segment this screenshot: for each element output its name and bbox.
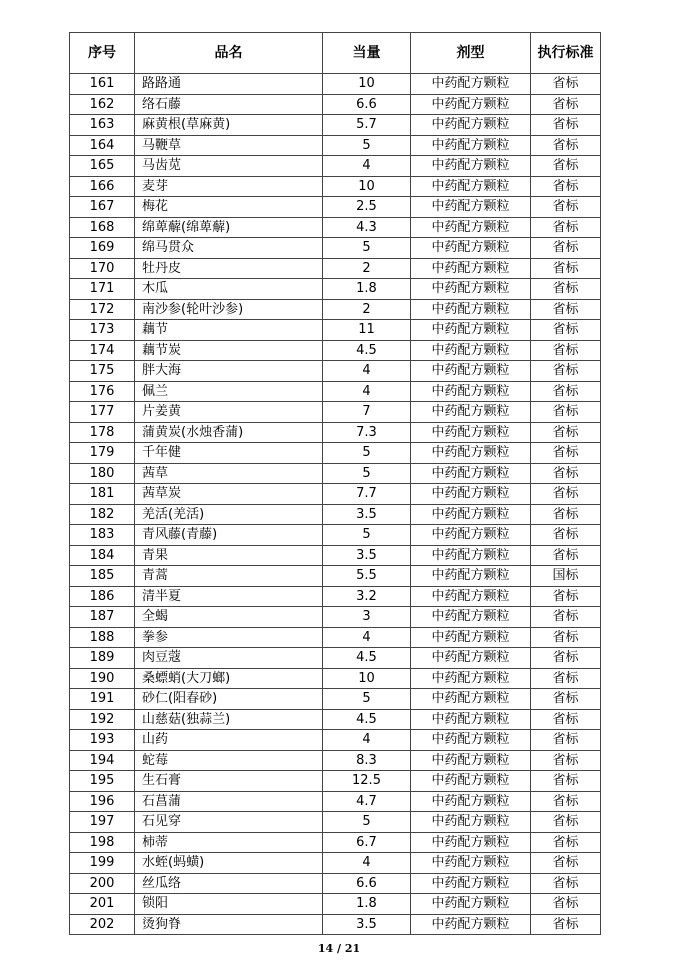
- cell-name: 路路通: [135, 74, 323, 95]
- cell-index: 191: [70, 689, 135, 710]
- table-row: [70, 156, 601, 177]
- cell-index: 164: [70, 135, 135, 156]
- table-row: [70, 135, 601, 156]
- table-body: [70, 74, 601, 935]
- table-row: [70, 873, 601, 894]
- cell-name: 麻黄根(草麻黄): [135, 115, 323, 136]
- cell-name: 绵萆薢(绵萆薢): [135, 217, 323, 238]
- cell-standard: 省标: [531, 74, 601, 95]
- cell-dosage-form: 中药配方颗粒: [411, 258, 531, 279]
- cell-equivalent: 1.8: [323, 279, 411, 300]
- cell-name: 蛇莓: [135, 750, 323, 771]
- header-name: 品名: [135, 33, 323, 74]
- cell-index: 172: [70, 299, 135, 320]
- cell-equivalent: 2: [323, 258, 411, 279]
- cell-name: 千年健: [135, 443, 323, 464]
- cell-name: 佩兰: [135, 381, 323, 402]
- cell-index: 193: [70, 730, 135, 751]
- cell-equivalent: 2: [323, 299, 411, 320]
- cell-name: 片姜黄: [135, 402, 323, 423]
- cell-index: 196: [70, 791, 135, 812]
- table-row: [70, 730, 601, 751]
- cell-standard: 省标: [531, 750, 601, 771]
- cell-name: 烫狗脊: [135, 914, 323, 935]
- cell-dosage-form: 中药配方颗粒: [411, 279, 531, 300]
- table-row: [70, 340, 601, 361]
- cell-index: 178: [70, 422, 135, 443]
- cell-equivalent: 5.5: [323, 566, 411, 587]
- cell-index: 200: [70, 873, 135, 894]
- cell-index: 171: [70, 279, 135, 300]
- cell-equivalent: 4.7: [323, 791, 411, 812]
- cell-index: 185: [70, 566, 135, 587]
- cell-standard: 省标: [531, 504, 601, 525]
- cell-standard: 省标: [531, 402, 601, 423]
- cell-name: 山慈菇(独蒜兰): [135, 709, 323, 730]
- cell-name: 茜草炭: [135, 484, 323, 505]
- cell-dosage-form: 中药配方颗粒: [411, 873, 531, 894]
- cell-name: 木瓜: [135, 279, 323, 300]
- cell-index: 161: [70, 74, 135, 95]
- cell-equivalent: 6.6: [323, 873, 411, 894]
- cell-equivalent: 5: [323, 812, 411, 833]
- cell-standard: 省标: [531, 648, 601, 669]
- cell-standard: 省标: [531, 320, 601, 341]
- table-row: [70, 750, 601, 771]
- cell-index: 192: [70, 709, 135, 730]
- table-row: [70, 443, 601, 464]
- cell-dosage-form: 中药配方颗粒: [411, 771, 531, 792]
- table-row: [70, 689, 601, 710]
- cell-standard: 省标: [531, 443, 601, 464]
- table-row: [70, 607, 601, 628]
- table-row: [70, 74, 601, 95]
- cell-name: 丝瓜络: [135, 873, 323, 894]
- cell-name: 南沙参(轮叶沙参): [135, 299, 323, 320]
- cell-index: 189: [70, 648, 135, 669]
- cell-name: 麦芽: [135, 176, 323, 197]
- cell-name: 马鞭草: [135, 135, 323, 156]
- cell-name: 清半夏: [135, 586, 323, 607]
- cell-dosage-form: 中药配方颗粒: [411, 443, 531, 464]
- cell-dosage-form: 中药配方颗粒: [411, 668, 531, 689]
- cell-dosage-form: 中药配方颗粒: [411, 381, 531, 402]
- table-row: [70, 791, 601, 812]
- cell-standard: 省标: [531, 176, 601, 197]
- cell-index: 180: [70, 463, 135, 484]
- header-index: 序号: [70, 33, 135, 74]
- cell-equivalent: 5: [323, 443, 411, 464]
- cell-name: 锁阳: [135, 894, 323, 915]
- cell-name: 牡丹皮: [135, 258, 323, 279]
- cell-dosage-form: 中药配方颗粒: [411, 484, 531, 505]
- cell-standard: 省标: [531, 914, 601, 935]
- cell-index: 181: [70, 484, 135, 505]
- cell-equivalent: 7.7: [323, 484, 411, 505]
- cell-standard: 省标: [531, 607, 601, 628]
- cell-equivalent: 5.7: [323, 115, 411, 136]
- cell-name: 梅花: [135, 197, 323, 218]
- cell-index: 168: [70, 217, 135, 238]
- cell-equivalent: 5: [323, 463, 411, 484]
- cell-standard: 省标: [531, 812, 601, 833]
- cell-dosage-form: 中药配方颗粒: [411, 115, 531, 136]
- cell-equivalent: 4.5: [323, 709, 411, 730]
- cell-name: 蒲黄炭(水烛香蒲): [135, 422, 323, 443]
- cell-name: 青果: [135, 545, 323, 566]
- cell-equivalent: 10: [323, 176, 411, 197]
- table-row: [70, 484, 601, 505]
- cell-dosage-form: 中药配方颗粒: [411, 545, 531, 566]
- cell-standard: 省标: [531, 689, 601, 710]
- cell-standard: 省标: [531, 545, 601, 566]
- table-row: [70, 217, 601, 238]
- cell-name: 茜草: [135, 463, 323, 484]
- cell-dosage-form: 中药配方颗粒: [411, 176, 531, 197]
- cell-standard: 省标: [531, 525, 601, 546]
- cell-equivalent: 4: [323, 853, 411, 874]
- cell-standard: 省标: [531, 94, 601, 115]
- cell-index: 197: [70, 812, 135, 833]
- cell-index: 182: [70, 504, 135, 525]
- cell-index: 173: [70, 320, 135, 341]
- cell-dosage-form: 中药配方颗粒: [411, 238, 531, 259]
- cell-dosage-form: 中药配方颗粒: [411, 627, 531, 648]
- table-row: [70, 422, 601, 443]
- table-row: [70, 627, 601, 648]
- cell-dosage-form: 中药配方颗粒: [411, 750, 531, 771]
- cell-name: 拳参: [135, 627, 323, 648]
- cell-equivalent: 4: [323, 361, 411, 382]
- cell-index: 167: [70, 197, 135, 218]
- cell-index: 184: [70, 545, 135, 566]
- cell-standard: 省标: [531, 853, 601, 874]
- cell-equivalent: 7: [323, 402, 411, 423]
- table-row: [70, 504, 601, 525]
- cell-equivalent: 6.7: [323, 832, 411, 853]
- cell-standard: 省标: [531, 361, 601, 382]
- cell-equivalent: 3.5: [323, 504, 411, 525]
- cell-dosage-form: 中药配方颗粒: [411, 586, 531, 607]
- cell-name: 石菖蒲: [135, 791, 323, 812]
- table-row: [70, 894, 601, 915]
- cell-name: 山药: [135, 730, 323, 751]
- cell-equivalent: 5: [323, 525, 411, 546]
- table-row: [70, 463, 601, 484]
- cell-index: 198: [70, 832, 135, 853]
- cell-equivalent: 8.3: [323, 750, 411, 771]
- header-dosage-form: 剂型: [411, 33, 531, 74]
- cell-index: 165: [70, 156, 135, 177]
- table-header-row: [70, 33, 601, 74]
- cell-equivalent: 4.3: [323, 217, 411, 238]
- cell-dosage-form: 中药配方颗粒: [411, 217, 531, 238]
- cell-index: 175: [70, 361, 135, 382]
- cell-name: 藕节: [135, 320, 323, 341]
- cell-equivalent: 6.6: [323, 94, 411, 115]
- cell-name: 络石藤: [135, 94, 323, 115]
- cell-equivalent: 10: [323, 74, 411, 95]
- table-row: [70, 832, 601, 853]
- cell-index: 195: [70, 771, 135, 792]
- cell-standard: 国标: [531, 566, 601, 587]
- table-row: [70, 586, 601, 607]
- cell-dosage-form: 中药配方颗粒: [411, 340, 531, 361]
- cell-dosage-form: 中药配方颗粒: [411, 812, 531, 833]
- cell-dosage-form: 中药配方颗粒: [411, 156, 531, 177]
- cell-standard: 省标: [531, 730, 601, 751]
- cell-standard: 省标: [531, 873, 601, 894]
- cell-standard: 省标: [531, 258, 601, 279]
- cell-equivalent: 5: [323, 135, 411, 156]
- cell-equivalent: 4: [323, 627, 411, 648]
- cell-equivalent: 4.5: [323, 648, 411, 669]
- cell-standard: 省标: [531, 484, 601, 505]
- cell-standard: 省标: [531, 238, 601, 259]
- cell-name: 绵马贯众: [135, 238, 323, 259]
- cell-standard: 省标: [531, 115, 601, 136]
- cell-index: 194: [70, 750, 135, 771]
- cell-name: 生石膏: [135, 771, 323, 792]
- cell-index: 166: [70, 176, 135, 197]
- cell-standard: 省标: [531, 463, 601, 484]
- cell-standard: 省标: [531, 791, 601, 812]
- cell-standard: 省标: [531, 381, 601, 402]
- table-row: [70, 402, 601, 423]
- header-equivalent: 当量: [323, 33, 411, 74]
- cell-index: 176: [70, 381, 135, 402]
- table-row: [70, 771, 601, 792]
- cell-standard: 省标: [531, 197, 601, 218]
- cell-dosage-form: 中药配方颗粒: [411, 791, 531, 812]
- table-row: [70, 279, 601, 300]
- table-row: [70, 914, 601, 935]
- cell-standard: 省标: [531, 627, 601, 648]
- cell-index: 177: [70, 402, 135, 423]
- cell-index: 169: [70, 238, 135, 259]
- cell-index: 190: [70, 668, 135, 689]
- table-row: [70, 238, 601, 259]
- cell-index: 202: [70, 914, 135, 935]
- cell-index: 187: [70, 607, 135, 628]
- cell-standard: 省标: [531, 422, 601, 443]
- cell-dosage-form: 中药配方颗粒: [411, 730, 531, 751]
- table-row: [70, 853, 601, 874]
- cell-standard: 省标: [531, 340, 601, 361]
- cell-equivalent: 3.5: [323, 914, 411, 935]
- table-row: [70, 320, 601, 341]
- cell-name: 桑螵蛸(大刀螂): [135, 668, 323, 689]
- cell-index: 199: [70, 853, 135, 874]
- cell-index: 201: [70, 894, 135, 915]
- table-row: [70, 525, 601, 546]
- cell-index: 163: [70, 115, 135, 136]
- table-row: [70, 545, 601, 566]
- cell-equivalent: 4.5: [323, 340, 411, 361]
- table-row: [70, 115, 601, 136]
- cell-dosage-form: 中药配方颗粒: [411, 914, 531, 935]
- cell-equivalent: 3: [323, 607, 411, 628]
- cell-name: 砂仁(阳春砂): [135, 689, 323, 710]
- page-number: 14 / 21: [317, 942, 361, 955]
- cell-dosage-form: 中药配方颗粒: [411, 832, 531, 853]
- cell-equivalent: 4: [323, 156, 411, 177]
- cell-name: 青风藤(青藤): [135, 525, 323, 546]
- table-row: [70, 361, 601, 382]
- cell-equivalent: 1.8: [323, 894, 411, 915]
- cell-standard: 省标: [531, 894, 601, 915]
- cell-index: 183: [70, 525, 135, 546]
- cell-index: 186: [70, 586, 135, 607]
- cell-name: 石见穿: [135, 812, 323, 833]
- cell-name: 全蝎: [135, 607, 323, 628]
- table-row: [70, 566, 601, 587]
- cell-dosage-form: 中药配方颗粒: [411, 709, 531, 730]
- cell-dosage-form: 中药配方颗粒: [411, 135, 531, 156]
- cell-equivalent: 5: [323, 238, 411, 259]
- cell-equivalent: 12.5: [323, 771, 411, 792]
- cell-standard: 省标: [531, 299, 601, 320]
- cell-equivalent: 3.5: [323, 545, 411, 566]
- cell-equivalent: 5: [323, 689, 411, 710]
- cell-standard: 省标: [531, 156, 601, 177]
- cell-equivalent: 2.5: [323, 197, 411, 218]
- cell-dosage-form: 中药配方颗粒: [411, 94, 531, 115]
- cell-standard: 省标: [531, 279, 601, 300]
- cell-name: 马齿苋: [135, 156, 323, 177]
- table-row: [70, 299, 601, 320]
- cell-dosage-form: 中药配方颗粒: [411, 566, 531, 587]
- cell-name: 藕节炭: [135, 340, 323, 361]
- cell-dosage-form: 中药配方颗粒: [411, 525, 531, 546]
- cell-standard: 省标: [531, 709, 601, 730]
- table-row: [70, 812, 601, 833]
- cell-dosage-form: 中药配方颗粒: [411, 74, 531, 95]
- cell-equivalent: 4: [323, 381, 411, 402]
- cell-dosage-form: 中药配方颗粒: [411, 197, 531, 218]
- cell-name: 肉豆蔻: [135, 648, 323, 669]
- cell-dosage-form: 中药配方颗粒: [411, 648, 531, 669]
- cell-index: 170: [70, 258, 135, 279]
- cell-standard: 省标: [531, 586, 601, 607]
- table-row: [70, 94, 601, 115]
- cell-dosage-form: 中药配方颗粒: [411, 361, 531, 382]
- cell-name: 青蒿: [135, 566, 323, 587]
- cell-dosage-form: 中药配方颗粒: [411, 402, 531, 423]
- table-row: [70, 381, 601, 402]
- cell-standard: 省标: [531, 668, 601, 689]
- cell-equivalent: 7.3: [323, 422, 411, 443]
- cell-name: 羌活(羌活): [135, 504, 323, 525]
- cell-equivalent: 3.2: [323, 586, 411, 607]
- table-row: [70, 258, 601, 279]
- cell-name: 胖大海: [135, 361, 323, 382]
- cell-equivalent: 11: [323, 320, 411, 341]
- cell-standard: 省标: [531, 217, 601, 238]
- cell-equivalent: 10: [323, 668, 411, 689]
- cell-standard: 省标: [531, 832, 601, 853]
- table-row: [70, 709, 601, 730]
- cell-dosage-form: 中药配方颗粒: [411, 689, 531, 710]
- cell-index: 188: [70, 627, 135, 648]
- cell-dosage-form: 中药配方颗粒: [411, 853, 531, 874]
- table-row: [70, 176, 601, 197]
- cell-standard: 省标: [531, 771, 601, 792]
- cell-dosage-form: 中药配方颗粒: [411, 299, 531, 320]
- medicine-table: [69, 32, 601, 935]
- table-row: [70, 197, 601, 218]
- header-standard: 执行标准: [531, 33, 601, 74]
- cell-equivalent: 4: [323, 730, 411, 751]
- cell-dosage-form: 中药配方颗粒: [411, 607, 531, 628]
- cell-name: 柿蒂: [135, 832, 323, 853]
- cell-dosage-form: 中药配方颗粒: [411, 894, 531, 915]
- cell-dosage-form: 中药配方颗粒: [411, 504, 531, 525]
- cell-name: 水蛭(蚂蟥): [135, 853, 323, 874]
- table-row: [70, 668, 601, 689]
- cell-index: 174: [70, 340, 135, 361]
- cell-dosage-form: 中药配方颗粒: [411, 463, 531, 484]
- cell-dosage-form: 中药配方颗粒: [411, 422, 531, 443]
- cell-index: 162: [70, 94, 135, 115]
- cell-dosage-form: 中药配方颗粒: [411, 320, 531, 341]
- table-row: [70, 648, 601, 669]
- cell-standard: 省标: [531, 135, 601, 156]
- cell-index: 179: [70, 443, 135, 464]
